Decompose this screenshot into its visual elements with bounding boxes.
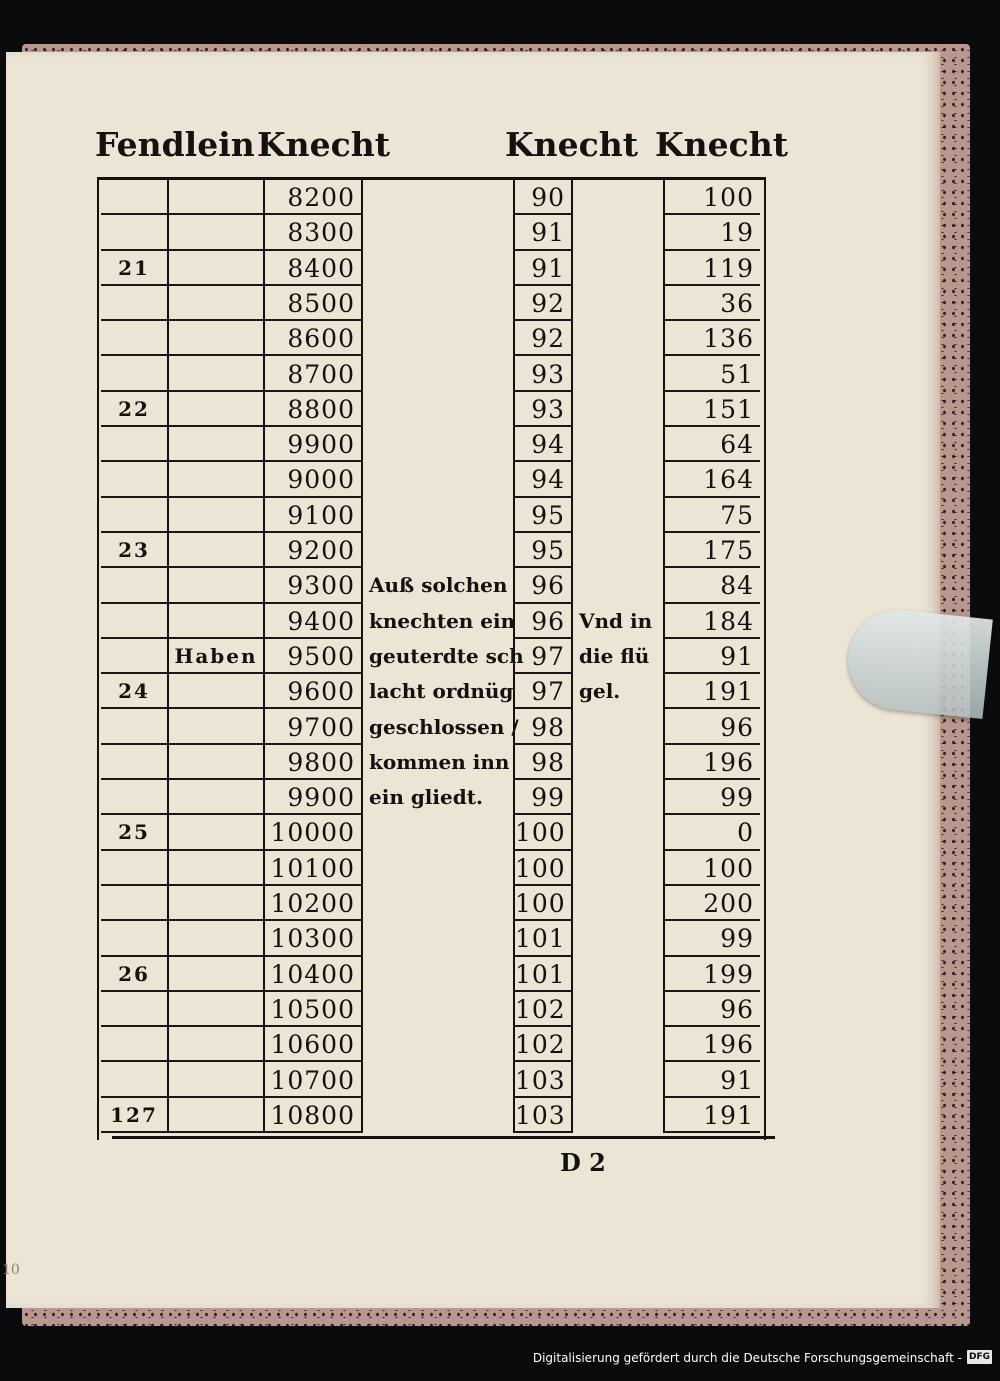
haben-cell [169,321,263,356]
knecht-a-cell: 8700 [265,357,361,392]
haben-cell: Haben [169,639,263,674]
haben-cell [169,462,263,497]
knecht-c-cell: 75 [665,498,760,533]
right-cell [573,462,663,497]
fendlein-cell [101,1027,167,1062]
fendlein-cell [101,462,167,497]
knecht-b-cell: 93 [515,357,571,392]
haben-cell [169,1063,263,1098]
right-cell [573,851,663,886]
knecht-a-cell: 10200 [265,886,361,921]
knecht-c-cell: 100 [665,180,760,215]
knecht-b-cell: 102 [515,992,571,1027]
fendlein-cell [101,568,167,603]
knecht-a-cell: 10000 [265,815,361,850]
knecht-c-cell: 99 [665,780,760,815]
knecht-c-cell: 96 [665,992,760,1027]
middle-cell [363,992,513,1027]
knecht-b-cell: 99 [515,780,571,815]
haben-cell [169,957,263,992]
right-cell [573,251,663,286]
fendlein-cell [101,286,167,321]
knecht-c-cell: 175 [665,533,760,568]
middle-cell [363,1027,513,1062]
haben-cell [169,815,263,850]
knecht-c-cell: 36 [665,286,760,321]
haben-cell [169,992,263,1027]
haben-cell [169,286,263,321]
knecht-b-cell: 96 [515,568,571,603]
right-cell [573,921,663,956]
haben-cell [169,427,263,462]
knecht-c-cell: 191 [665,1098,760,1133]
knecht-b-cell: 90 [515,180,571,215]
knecht-b-cell: 101 [515,921,571,956]
haben-cell [169,780,263,815]
middle-cell [363,462,513,497]
haben-cell [169,745,263,780]
haben-cell [169,180,263,215]
knecht-a-cell: 9600 [265,674,361,709]
right-cell [573,815,663,850]
middle-cell: knechten ein [369,608,516,633]
right-cell [573,286,663,321]
right-cell [573,215,663,250]
knecht-a-cell: 8800 [265,392,361,427]
knecht-c-cell: 84 [665,568,760,603]
fendlein-cell [101,921,167,956]
fendlein-cell [101,780,167,815]
right-cell [573,533,663,568]
haben-cell [169,1098,263,1133]
knecht-a-cell: 9900 [265,427,361,462]
knecht-b-cell: 98 [515,710,571,745]
table-bottom-rule [112,1136,775,1139]
right-cell [573,745,663,780]
knecht-a-cell: 9500 [265,639,361,674]
middle-cell [363,357,513,392]
fendlein-cell: 22 [101,392,167,427]
knecht-a-cell: 8600 [265,321,361,356]
knecht-b-cell: 92 [515,286,571,321]
middle-cell [363,180,513,215]
header-knecht-3: Knecht [655,125,788,164]
knecht-c-cell: 100 [665,851,760,886]
right-cell [573,498,663,533]
knecht-b-cell: 100 [515,815,571,850]
middle-cell [363,498,513,533]
knecht-b-cell: 95 [515,498,571,533]
right-cell [573,427,663,462]
footer-bar [0,1341,1000,1381]
fendlein-cell [101,710,167,745]
fendlein-cell: 26 [101,957,167,992]
middle-cell: geuterdte sch [369,643,524,668]
haben-cell [169,251,263,286]
haben-cell [169,674,263,709]
knecht-b-cell: 94 [515,427,571,462]
knecht-c-cell: 19 [665,215,760,250]
haben-cell [169,1027,263,1062]
right-cell: die flü [579,643,650,668]
knecht-c-cell: 191 [665,674,760,709]
middle-cell [363,286,513,321]
right-cell [573,992,663,1027]
fendlein-cell: 24 [101,674,167,709]
knecht-c-cell: 96 [665,710,760,745]
fendlein-cell: 21 [101,251,167,286]
header-knecht-1: Knecht [257,125,390,164]
right-cell [573,357,663,392]
knecht-b-cell: 96 [515,604,571,639]
middle-cell [363,427,513,462]
knecht-c-cell: 199 [665,957,760,992]
fendlein-cell [101,498,167,533]
knecht-a-cell: 9900 [265,780,361,815]
right-cell [573,392,663,427]
haben-cell [169,215,263,250]
fendlein-cell [101,1063,167,1098]
knecht-b-cell: 103 [515,1098,571,1133]
fendlein-cell: 23 [101,533,167,568]
header-knecht-2: Knecht [505,125,638,164]
knecht-a-cell: 8400 [265,251,361,286]
middle-cell [363,886,513,921]
knecht-a-cell: 10100 [265,851,361,886]
middle-cell: ein gliedt. [369,785,483,810]
middle-cell [363,321,513,356]
knecht-a-cell: 10700 [265,1063,361,1098]
knecht-b-cell: 97 [515,639,571,674]
right-cell [573,886,663,921]
fendlein-cell [101,427,167,462]
middle-cell: lacht ordnüg [369,679,514,704]
middle-cell [363,215,513,250]
middle-cell: geschlossen / [369,714,519,739]
knecht-a-cell: 10800 [265,1098,361,1133]
knecht-c-cell: 0 [665,815,760,850]
table-header [95,125,788,170]
haben-cell [169,886,263,921]
knecht-a-cell: 9700 [265,710,361,745]
middle-cell [363,957,513,992]
knecht-c-cell: 64 [665,427,760,462]
signature-mark: D 2 [560,1148,606,1177]
fendlein-cell: 127 [101,1098,167,1133]
haben-cell [169,498,263,533]
knecht-b-cell: 100 [515,851,571,886]
knecht-a-cell: 9400 [265,604,361,639]
haben-cell [169,568,263,603]
knecht-a-cell: 8300 [265,215,361,250]
edge-mark: 10 [2,1262,20,1278]
knecht-b-cell: 91 [515,215,571,250]
knecht-b-cell: 93 [515,392,571,427]
dfg-logo: DFG [968,1352,990,1362]
right-cell: gel. [579,679,621,704]
right-cell [573,1027,663,1062]
haben-cell [169,851,263,886]
right-cell [573,957,663,992]
fendlein-cell: 25 [101,815,167,850]
knecht-c-cell: 51 [665,357,760,392]
right-cell [573,710,663,745]
middle-cell [363,1098,513,1133]
right-cell [573,180,663,215]
header-fendlein: Fendlein [95,125,255,164]
middle-cell [363,533,513,568]
knecht-c-cell: 196 [665,1027,760,1062]
knecht-a-cell: 10600 [265,1027,361,1062]
fendlein-cell [101,639,167,674]
right-cell [573,1098,663,1133]
knecht-b-cell: 98 [515,745,571,780]
knecht-b-cell: 91 [515,251,571,286]
knecht-b-cell: 92 [515,321,571,356]
haben-cell [169,921,263,956]
middle-cell: Auß solchen [369,573,508,598]
knecht-c-cell: 164 [665,462,760,497]
knecht-b-cell: 97 [515,674,571,709]
knecht-a-cell: 9000 [265,462,361,497]
middle-cell [363,851,513,886]
middle-cell: kommen inn [369,749,510,774]
knecht-b-cell: 100 [515,886,571,921]
middle-cell [363,392,513,427]
knecht-c-cell: 91 [665,1063,760,1098]
middle-cell [363,251,513,286]
knecht-a-cell: 8200 [265,180,361,215]
knecht-c-cell: 151 [665,392,760,427]
fendlein-cell [101,851,167,886]
knecht-c-cell: 196 [665,745,760,780]
haben-cell [169,710,263,745]
haben-cell [169,533,263,568]
haben-cell [169,357,263,392]
knecht-b-cell: 95 [515,533,571,568]
fendlein-cell [101,604,167,639]
knecht-b-cell: 102 [515,1027,571,1062]
fendlein-cell [101,357,167,392]
middle-cell [363,815,513,850]
fendlein-cell [101,992,167,1027]
fendlein-cell [101,180,167,215]
fendlein-cell [101,745,167,780]
knecht-b-cell: 103 [515,1063,571,1098]
knecht-a-cell: 10400 [265,957,361,992]
knecht-c-cell: 200 [665,886,760,921]
middle-cell [363,1063,513,1098]
knecht-a-cell: 9100 [265,498,361,533]
right-cell [573,1063,663,1098]
knecht-a-cell: 10500 [265,992,361,1027]
right-cell: Vnd in [579,608,653,633]
knecht-b-cell: 101 [515,957,571,992]
knecht-c-cell: 99 [665,921,760,956]
knecht-a-cell: 8500 [265,286,361,321]
knecht-c-cell: 119 [665,251,760,286]
knecht-a-cell: 9800 [265,745,361,780]
right-cell [573,321,663,356]
funding-text: Digitalisierung gefördert durch die Deutsche Forschungsgemeinschaft - [532,1351,962,1365]
fendlein-cell [101,215,167,250]
fendlein-cell [101,321,167,356]
right-cell [573,568,663,603]
knecht-c-cell: 136 [665,321,760,356]
knecht-a-cell: 9300 [265,568,361,603]
middle-cell [363,921,513,956]
data-table [97,177,766,1140]
knecht-b-cell: 94 [515,462,571,497]
knecht-c-cell: 91 [665,639,760,674]
right-cell [573,780,663,815]
knecht-a-cell: 9200 [265,533,361,568]
haben-cell [169,604,263,639]
knecht-c-cell: 184 [665,604,760,639]
haben-cell [169,392,263,427]
knecht-a-cell: 10300 [265,921,361,956]
fendlein-cell [101,886,167,921]
